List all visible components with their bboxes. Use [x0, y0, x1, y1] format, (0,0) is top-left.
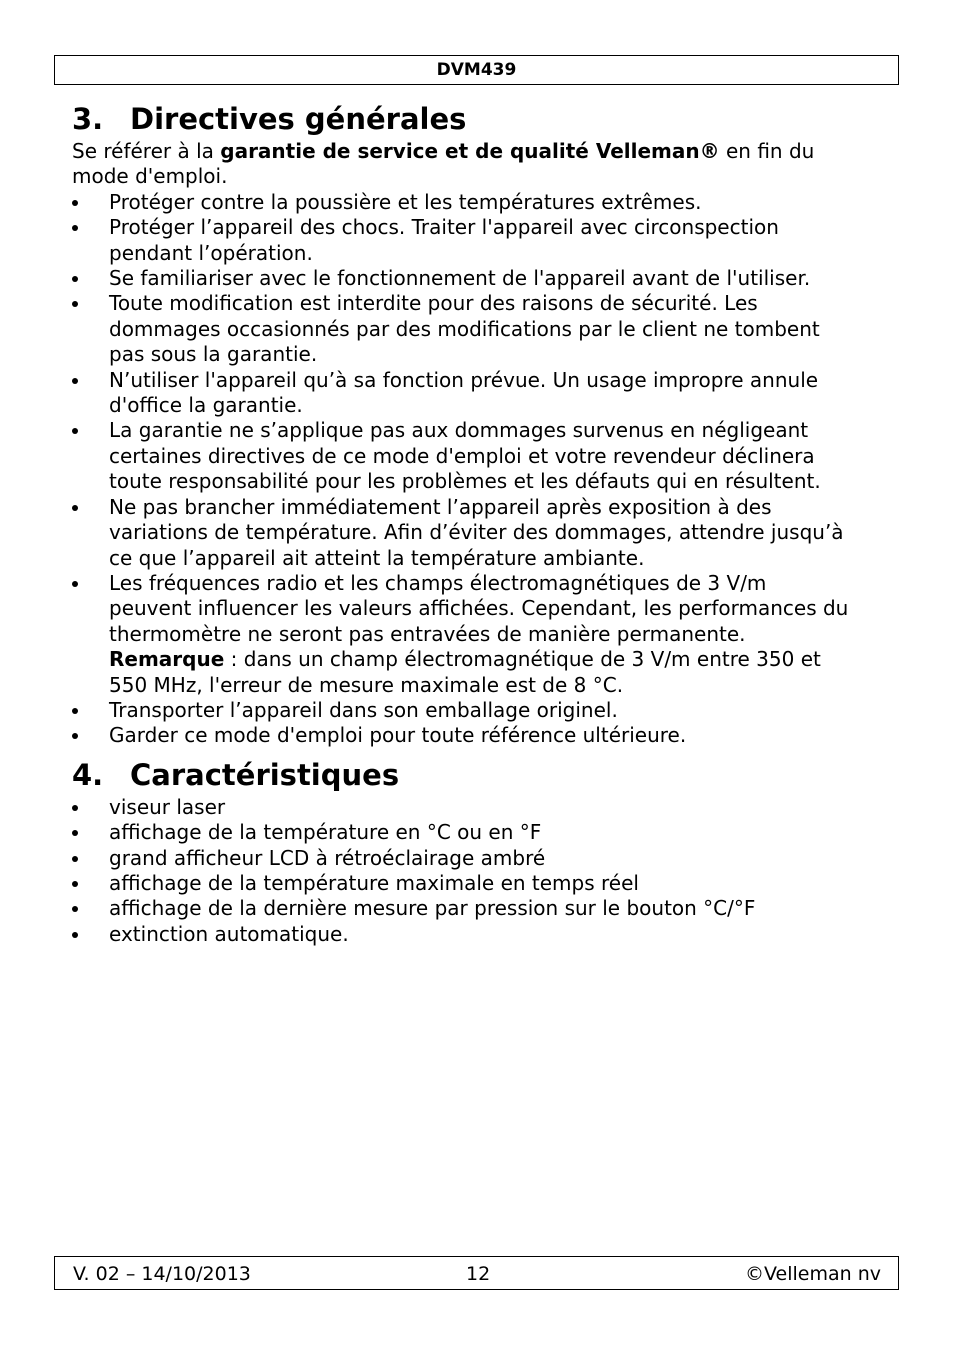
list-item-line: Protéger l’appareil des chocs. Traiter l'appareil avec circonspection — [109, 215, 779, 240]
section-4-title: Caractéristiques — [130, 757, 400, 792]
bullet-icon — [72, 428, 78, 434]
footer-copyright: ©Velleman nv — [745, 1263, 881, 1285]
list-item — [72, 698, 887, 723]
list-item — [72, 266, 887, 291]
list-item-line: Transporter l’appareil dans son emballage originel. — [109, 697, 618, 722]
list-item-line: affichage de la température en °C ou en °F — [109, 820, 542, 845]
bullet-icon — [72, 301, 78, 307]
bullet-icon — [72, 856, 78, 862]
bullet-icon — [72, 225, 78, 231]
list-item-line: affichage de la température maximale en temps réel — [109, 870, 639, 895]
section-3-intro — [72, 139, 887, 190]
section-3-heading — [72, 99, 887, 139]
list-item-line: variations de température. Afin d’éviter des dommages, attendre jusqu’à — [109, 520, 844, 545]
section-3-number: 3. — [72, 102, 104, 136]
list-item-line: ce que l’appareil ait atteint la température ambiante. — [109, 545, 645, 570]
list-item — [72, 922, 887, 947]
intro-suffix: en fin du — [719, 139, 815, 163]
bullet-icon — [72, 830, 78, 836]
list-item-line: affichage de la dernière mesure par pression sur le bouton °C/°F — [109, 896, 756, 921]
remark-text: : dans un champ électromagnétique de 3 V/m entre 350 et — [224, 647, 821, 672]
list-item-line: dommages occasionnés par des modifications par le client ne tombent — [109, 316, 820, 341]
list-item — [72, 795, 887, 820]
bullet-icon — [72, 805, 78, 811]
footer-page-number: 12 — [466, 1263, 491, 1285]
list-item-line: pas sous la garantie. — [109, 342, 318, 367]
intro-line2: mode d'emploi. — [72, 164, 228, 189]
intro-bold: garantie de service et de qualité Velleman® — [220, 139, 720, 163]
section-4-number: 4. — [72, 757, 104, 792]
bullet-icon — [72, 200, 78, 206]
header-box — [54, 55, 899, 85]
bullet-icon — [72, 932, 78, 938]
bullet-icon — [72, 708, 78, 714]
list-item-line: pendant l’opération. — [109, 240, 313, 265]
list-item-line: grand afficheur LCD à rétroéclairage ambré — [109, 845, 546, 870]
list-item-line: N’utiliser l'appareil qu’à sa fonction prévue. Un usage impropre annule — [109, 367, 819, 392]
list-item — [72, 215, 887, 266]
section-3-title: Directives générales — [130, 102, 467, 136]
remark-line — [109, 647, 887, 672]
list-item-line: Toute modification est interdite pour des raisons de sécurité. Les — [109, 291, 758, 316]
list-item — [72, 291, 887, 367]
list-item — [72, 871, 887, 896]
list-item-line: d'office la garantie. — [109, 393, 303, 418]
list-item — [72, 368, 887, 419]
list-item-line: toute responsabilité pour les problèmes et les défauts qui en résultent. — [109, 469, 821, 494]
list-item — [72, 418, 887, 494]
model-name: DVM439 — [436, 60, 517, 80]
list-item-line: viseur laser — [109, 794, 226, 819]
list-item — [72, 846, 887, 871]
page-content — [72, 99, 887, 947]
list-item — [72, 723, 887, 748]
list-item-rf-remark — [72, 571, 887, 698]
list-item-line: certaines directives de ce mode d'emploi et votre revendeur déclinera — [109, 443, 815, 468]
bullet-icon — [72, 505, 78, 511]
list-item-line: Protéger contre la poussière et les températures extrêmes. — [109, 189, 702, 214]
footer-version: V. 02 – 14/10/2013 — [73, 1263, 251, 1285]
list-item-line: Se familiariser avec le fonctionnement de l'appareil avant de l'utiliser. — [109, 266, 811, 291]
bullet-icon — [72, 733, 78, 739]
footer-box — [54, 1256, 899, 1290]
section-4-list — [72, 795, 887, 947]
bullet-icon — [72, 581, 78, 587]
bullet-icon — [72, 906, 78, 912]
section-4-heading — [72, 755, 887, 795]
bullet-icon — [72, 276, 78, 282]
list-item-line: Garder ce mode d'emploi pour toute référence ultérieure. — [109, 723, 687, 748]
remark-line2: 550 MHz, l'erreur de mesure maximale est de 8 °C. — [109, 672, 624, 697]
intro-prefix: Se référer à la — [72, 139, 221, 163]
remark-label: Remarque — [109, 647, 225, 672]
list-item — [72, 820, 887, 845]
list-item-line: Ne pas brancher immédiatement l’appareil après exposition à des — [109, 494, 772, 519]
list-item-line: peuvent influencer les valeurs affichées. Cependant, les performances du — [109, 596, 849, 621]
list-item-line: La garantie ne s’applique pas aux dommages survenus en négligeant — [109, 418, 809, 443]
bullet-icon — [72, 881, 78, 887]
bullet-icon — [72, 378, 78, 384]
list-item-line: thermomètre ne seront pas entravées de manière permanente. — [109, 621, 746, 646]
list-item-line: extinction automatique. — [109, 921, 349, 946]
section-3-list — [72, 190, 887, 749]
list-item-line: Les fréquences radio et les champs électromagnétiques de 3 V/m — [109, 570, 767, 595]
list-item — [72, 190, 887, 215]
list-item — [72, 495, 887, 571]
list-item — [72, 896, 887, 921]
